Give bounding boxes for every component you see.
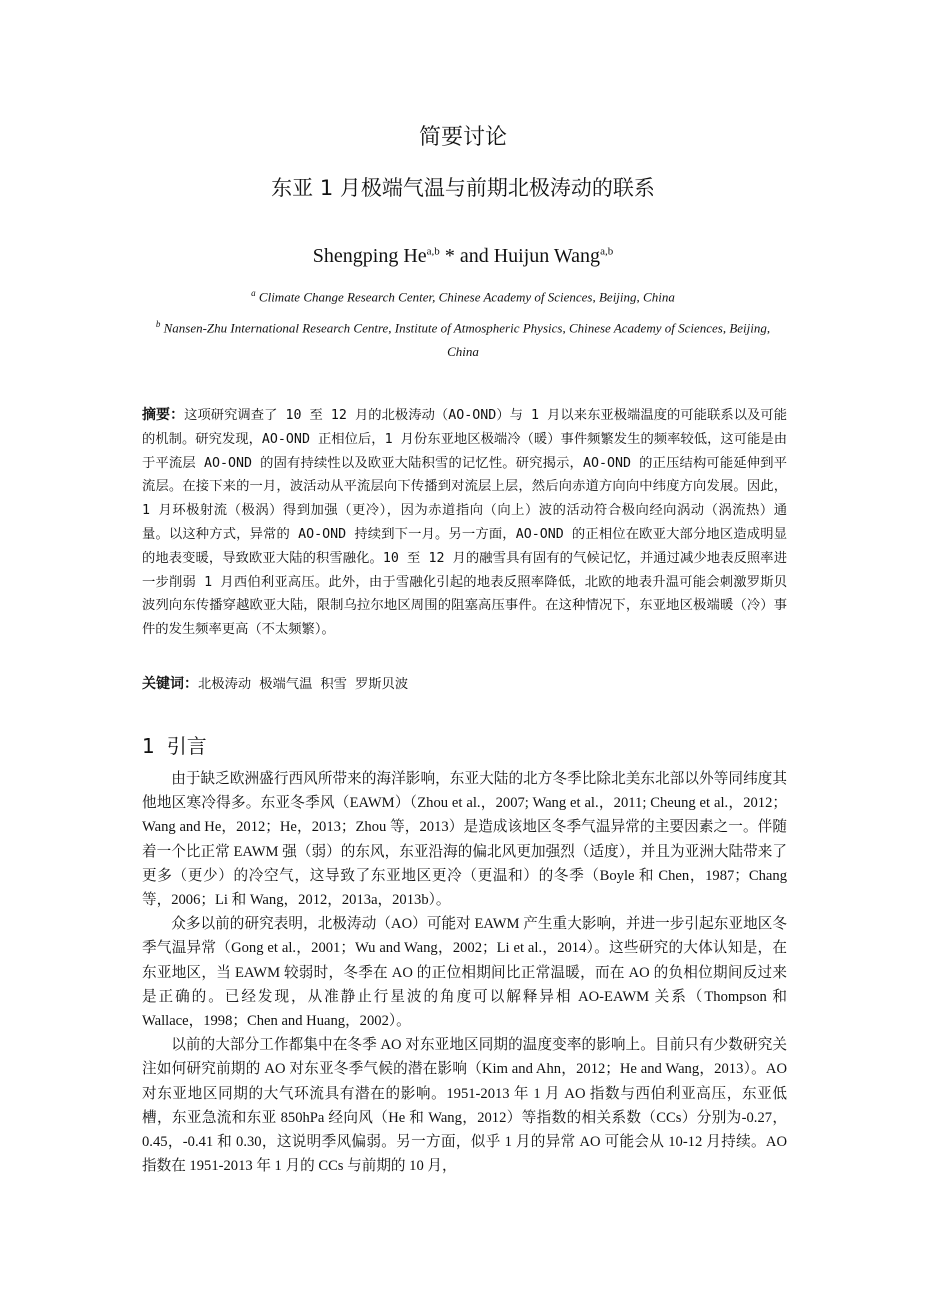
keywords-label: 关键词： xyxy=(142,676,198,692)
section-number: 1 xyxy=(142,734,155,758)
section-heading xyxy=(142,730,207,759)
keywords xyxy=(142,672,787,697)
corresponding-mark: * and xyxy=(439,245,494,267)
abstract-label: 摘要： xyxy=(142,407,185,423)
section-title: 引言 xyxy=(166,734,207,758)
affiliation-text-a: Climate Change Research Center, Chinese Academy of Sciences, Beijing, China xyxy=(255,289,675,305)
section-body xyxy=(142,767,787,1178)
body-paragraph: 众多以前的研究表明，北极涛动（AO）可能对 EAWM 产生重大影响，并进一步引起东亚地区冬季气温异常（Gong et al.，2001；Wu and Wang，2002；Li et al.，2014）。这些研究的大体认知是，在东亚地区，当 EAWM 较弱时，冬季在 AO 的正位相期间比正常温暖，而在 AO 的负相位期间反过来是正确的。已经发现，从准静止行星波的角度可以解释异相 AO-EAWM 关系（Thompson 和 Wallace，1998；Chen and Huang，2002）。 xyxy=(142,916,787,1030)
keyword-item: 北极涛动 xyxy=(198,677,252,692)
abstract-text: 这项研究调查了 10 至 12 月的北极涛动（AO-OND）与 1 月以来东亚极端温度的可能联系以及可能的机制。研究发现，AO-OND 正相位后，1 月份东亚地区极端冷（暖）事件频繁发生的频率较低，这可能是由于平流层 AO-OND 的固有持续性以及欧亚大陆积雪的记忆性。研究揭示，AO-OND 的正压结构可能延伸到平流层。在接下来的一月，波活动从平流层向下传播到对流层上层，然后向赤道方向向中纬度方向发展。因此，1 月环极射流（极涡）得到加强（更冷），因为赤道指向（向上）波的活动符合极向经向涡动（涡流热）通量。以这种方式，异常的 AO-OND 持续到下一月。另一方面，AO-OND 的正相位在欧亚大部分地区造成明显的地表变暖，导致欧亚大陆的积雪融化。10 至 12 月的融雪具有固有的气候记忆，并通过减少地表反照率进一步削弱 1 月西伯利亚高压。此外，由于雪融化引起的地表反照率降低，北欧的地表升温可能会刺激罗斯贝波列向东传播穿越欧亚大陆，限制乌拉尔地区周围的阻塞高压事件。在这种情况下，东亚地区极端暖（冷）事件的发生频率更高（不太频繁）。 xyxy=(142,408,788,638)
article-type-heading: 简要讨论 xyxy=(418,125,507,150)
author-line xyxy=(0,245,926,268)
affiliation-mark-a: a xyxy=(251,288,256,298)
paper-title: 东亚 1 月极端气温与前期北极涛动的联系 xyxy=(271,176,655,200)
keyword-item: 极端气温 xyxy=(259,677,313,692)
keyword-item: 罗斯贝波 xyxy=(354,677,409,692)
affiliation-text-b: Nansen-Zhu International Research Centre, Institute of Atmospheric Physics, Chinese Academy of Sciences, Beijing, China xyxy=(160,320,771,360)
body-paragraph: 由于缺乏欧洲盛行西风所带来的海洋影响，东亚大陆的北方冬季比除北美东北部以外等同纬度其他地区寒冷得多。东亚冬季风（EAWM）（Zhou et al.，2007; Wang et al.，2011; Cheung et al.，2012；Wang and He，2012；He，2013；Zhou 等，2013）是造成该地区冬季气温异常的主要因素之一。伴随着一个比正常 EAWM 强（弱）的东风，东亚沿海的偏北风更加强烈（适度），并且为亚洲大陆带来了更多（更少）的冷空气，这导致了东亚地区更冷（更温和）的冬季（Boyle 和 Chen，1987；Chang 等，2006；Li 和 Wang，2012，2013a，2013b）。 xyxy=(142,771,787,909)
affiliation-a xyxy=(150,288,776,305)
affiliation-mark-b: b xyxy=(155,319,161,329)
abstract xyxy=(142,404,787,642)
body-paragraph: 以前的大部分工作都集中在冬季 AO 对东亚地区同期的温度变率的影响上。目前只有少数研究关注如何研究前期的 AO 对东亚冬季气候的潜在影响（Kim and Ahn，2012；He and Wang，2013）。AO 对东亚地区同期的大气环流具有潜在的影响。1951-2013 年 1 月 AO 指数与西伯利亚高压，东亚低槽，东亚急流和东亚 850hPa 经向风（He 和 Wang，2012）等指数的相关系数（CCs）分别为-0.27，0.45，-0.41 和 0.30，这说明季风偏弱。另一方面，似乎 1 月的异常 AO 可能会从 10-12 月持续。AO 指数在 1951-2013 年 1 月的 CCs 与前期的 10 月， xyxy=(142,1037,787,1175)
author-name-2: Huijun Wang xyxy=(493,245,601,267)
author-name-1: Shengping He xyxy=(312,245,427,267)
author-2-affiliation-mark: a,b xyxy=(600,245,614,258)
author-1-affiliation-mark: a,b xyxy=(426,245,440,258)
affiliation-b xyxy=(150,312,776,364)
keyword-item: 积雪 xyxy=(320,677,347,692)
